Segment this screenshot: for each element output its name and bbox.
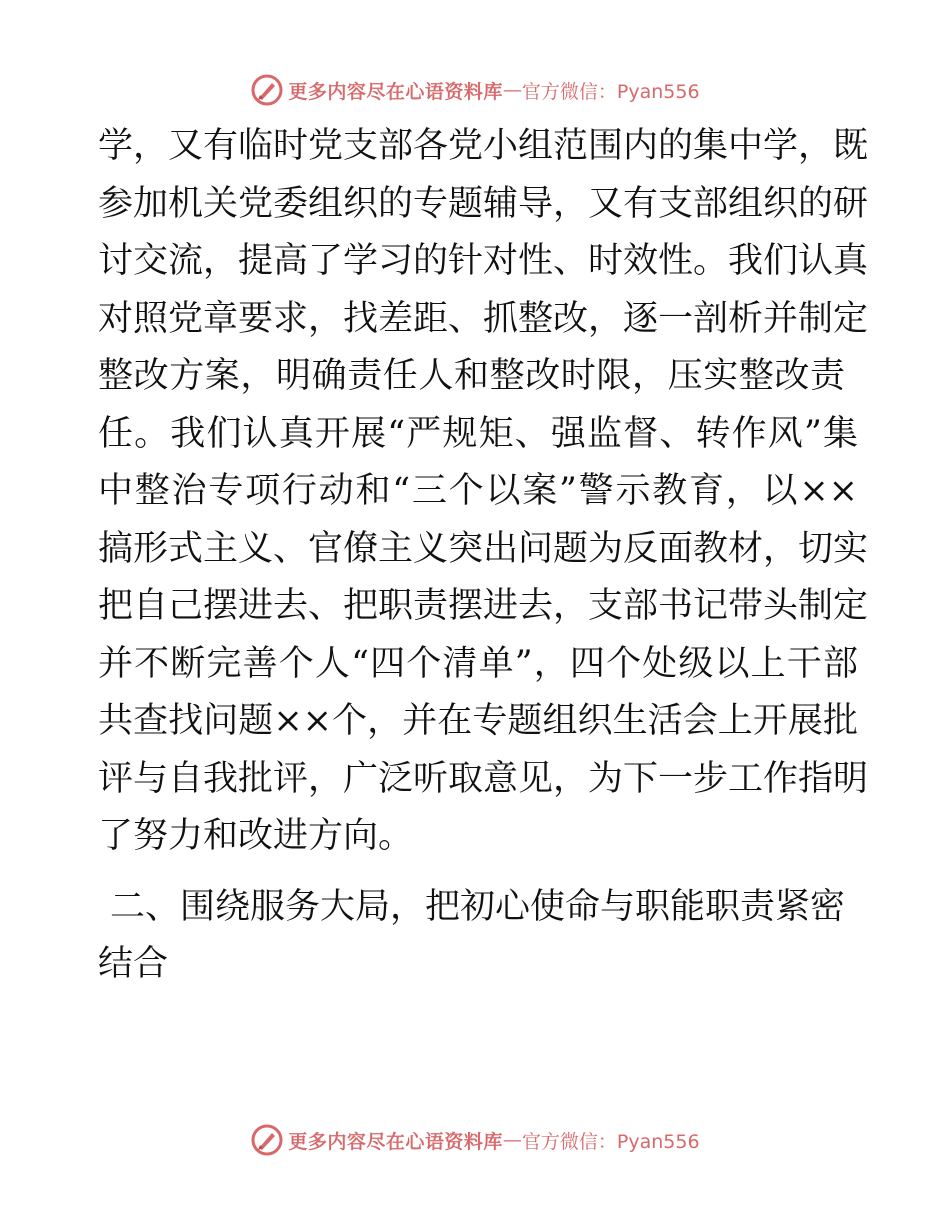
body-line: 把自己摆进去、把职责摆进去，支部书记带头制定 bbox=[98, 586, 869, 626]
body-line: 搞形式主义、官僚主义突出问题为反面教材，切实 bbox=[98, 528, 869, 569]
body-line: 学，又有临时党支部各党小组范围内的集中学，既 bbox=[98, 126, 869, 166]
body-line: 整改方案，明确责任人和整改时限，压实整改责 bbox=[98, 356, 846, 396]
paragraph-gap bbox=[98, 866, 858, 879]
body-line: 并不断完善个人“四个清单”，四个处级以上干部 bbox=[98, 643, 858, 684]
pen-logo-icon bbox=[250, 73, 284, 107]
footer-banner bbox=[0, 1120, 950, 1160]
header-banner bbox=[0, 70, 950, 110]
banner-main-text: 更多内容尽在心语资料库 bbox=[288, 80, 503, 103]
pen-logo-icon bbox=[250, 1123, 284, 1157]
body-line: 讨交流，提高了学习的针对性、时效性。我们认真 bbox=[98, 241, 869, 281]
body-line: 共查找问题××个，并在专题组织生活会上开展批 bbox=[98, 701, 858, 741]
body-line: 任。我们认真开展“严规矩、强监督、转作风”集 bbox=[98, 413, 858, 454]
section-heading-line: 二、围绕服务大局，把初心使命与职能职责紧密 bbox=[110, 886, 846, 927]
document-body bbox=[98, 118, 869, 994]
banner-separator: — bbox=[502, 79, 522, 101]
body-line: 中整治专项行动和“三个以案”警示教育，以×× bbox=[98, 471, 858, 511]
section-heading-line: 结合 bbox=[98, 944, 169, 984]
banner-wechat-text: 官方微信：Pyan556 bbox=[521, 80, 700, 103]
body-line: 对照党章要求，找差距、抓整改，逐一剖析并制定 bbox=[98, 298, 869, 339]
banner-separator: — bbox=[502, 1129, 522, 1151]
banner-wechat-text: 官方微信：Pyan556 bbox=[521, 1130, 700, 1153]
banner-main-text: 更多内容尽在心语资料库 bbox=[288, 1130, 503, 1153]
body-line: 了努力和改进方向。 bbox=[98, 816, 414, 856]
body-line: 参加机关党委组织的专题辅导，又有支部组织的研 bbox=[98, 183, 869, 224]
body-line: 评与自我批评，广泛听取意见，为下一步工作指明 bbox=[98, 758, 869, 799]
